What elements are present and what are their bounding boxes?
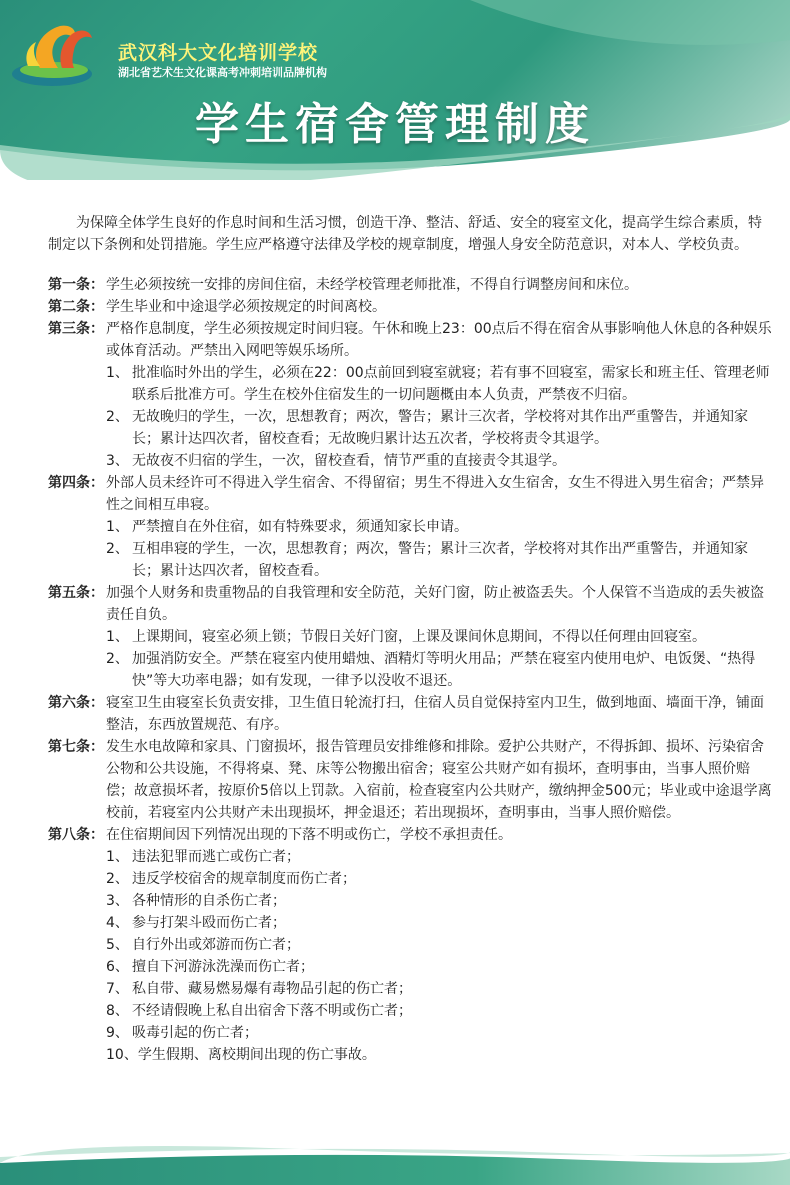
- list-item: [48, 934, 774, 956]
- list-item: [48, 1022, 774, 1044]
- intro-paragraph: 为保障全体学生良好的作息时间和生活习惯，创造干净、整洁、舒适、安全的寝室文化，提高学生综合素质，特制定以下条例和处罚措施。学生应严格遵守法律及学校的规章制度，增强人身安全防范意识，对本人、学校负责。: [48, 215, 762, 253]
- article-row: [48, 692, 774, 736]
- article-block: [48, 692, 774, 736]
- item-number: 10、: [106, 1047, 138, 1063]
- article-row: [48, 824, 774, 846]
- article-row: [48, 274, 774, 296]
- article-label: 第八条：: [48, 827, 104, 843]
- list-item: [48, 516, 774, 538]
- article-block: [48, 582, 774, 692]
- article-items: [48, 362, 774, 472]
- article-label: 第三条：: [48, 321, 104, 337]
- item-text: 吸毒引起的伤亡者；: [132, 1025, 258, 1041]
- item-number: 2、: [106, 871, 129, 887]
- article-text: 加强个人财务和贵重物品的自我管理和安全防范，关好门窗，防止被盗丢失。个人保管不当造成的丢失被盗责任自负。: [106, 585, 764, 623]
- article-items: [48, 626, 774, 692]
- item-text: 擅自下河游泳洗澡而伤亡者；: [132, 959, 314, 975]
- article-label: 第一条：: [48, 277, 104, 293]
- item-number: 1、: [106, 365, 129, 381]
- list-item: [48, 868, 774, 890]
- item-number: 2、: [106, 651, 129, 667]
- item-text: 上课期间，寝室必须上锁；节假日关好门窗，上课及课间休息期间，不得以任何理由回寝室。: [132, 629, 706, 645]
- article-label: 第五条：: [48, 585, 104, 601]
- article-text: 外部人员未经许可不得进入学生宿舍、不得留宿；男生不得进入女生宿舍，女生不得进入男生宿舍；严禁异性之间相互串寝。: [106, 475, 764, 513]
- article-label: 第四条：: [48, 475, 104, 491]
- article-block: [48, 318, 774, 472]
- item-text: 不经请假晚上私自出宿舍下落不明或伤亡者；: [132, 1003, 412, 1019]
- regulations-content: [48, 212, 774, 1066]
- article-label: 第二条：: [48, 299, 104, 315]
- list-item: [48, 890, 774, 912]
- article-text: 学生必须按统一安排的房间住宿，未经学校管理老师批准，不得自行调整房间和床位。: [106, 277, 638, 293]
- item-text: 私自带、藏易燃易爆有毒物品引起的伤亡者；: [132, 981, 412, 997]
- item-number: 9、: [106, 1025, 129, 1041]
- footer-wave: [0, 1145, 790, 1185]
- article-row: [48, 582, 774, 626]
- item-number: 8、: [106, 1003, 129, 1019]
- list-item: [48, 978, 774, 1000]
- list-item: [48, 1000, 774, 1022]
- article-text: 在住宿期间因下列情况出现的下落不明或伤亡，学校不承担责任。: [106, 827, 512, 843]
- article-row: [48, 296, 774, 318]
- page-title: 学生宿舍管理制度: [195, 99, 595, 150]
- list-item: [48, 538, 774, 582]
- item-number: 2、: [106, 409, 129, 425]
- list-item: [48, 362, 774, 406]
- article-block: [48, 824, 774, 1066]
- article-items: [48, 846, 774, 1066]
- article-row: [48, 472, 774, 516]
- article-text: 发生水电故障和家具、门窗损坏，报告管理员安排维修和排除。爱护公共财产，不得拆卸、损坏、污染宿舍公物和公共设施，不得将桌、凳、床等公物搬出宿舍；寝室公共财产如有损坏，查明事由，当事人照价赔偿；故意损坏者，按原价5倍以上罚款。入宿前，检查寝室内公共财产，缴纳押金500元；毕业或中途退学离校前，若寝室内公共财产未出现损坏，押金退还；若出现损坏，查明事由，当事人照价赔偿。: [106, 739, 772, 821]
- item-number: 6、: [106, 959, 129, 975]
- article-block: [48, 296, 774, 318]
- item-text: 违法犯罪而逃亡或伤亡者；: [132, 849, 300, 865]
- item-text: 批准临时外出的学生，必须在22：00点前回到寝室就寝；若有事不回寝室，需家长和班主任、管理老师联系后批准方可。学生在校外住宿发生的一切问题概由本人负责，严禁夜不归宿。: [132, 365, 770, 403]
- item-number: 5、: [106, 937, 129, 953]
- article-block: [48, 274, 774, 296]
- article-row: [48, 318, 774, 362]
- school-logo-icon: [10, 12, 110, 92]
- item-number: 3、: [106, 893, 129, 909]
- list-item: [48, 1044, 774, 1066]
- article-text: 寝室卫生由寝室长负责安排，卫生值日轮流打扫，住宿人员自觉保持室内卫生，做到地面、墙面干净，铺面整洁，东西放置规范、有序。: [106, 695, 764, 733]
- article-block: [48, 472, 774, 582]
- header-banner: [0, 0, 790, 180]
- article-items: [48, 516, 774, 582]
- school-name: 武汉科大文化培训学校: [118, 42, 319, 64]
- item-text: 学生假期、离校期间出现的伤亡事故。: [137, 1047, 376, 1063]
- item-number: 1、: [106, 629, 129, 645]
- item-text: 加强消防安全。严禁在寝室内使用蜡烛、酒精灯等明火用品；严禁在寝室内使用电炉、电饭煲、“热得快”等大功率电器；如有发现，一律予以没收不退还。: [132, 651, 756, 689]
- list-item: [48, 912, 774, 934]
- item-number: 1、: [106, 849, 129, 865]
- list-item: [48, 406, 774, 450]
- item-number: 7、: [106, 981, 129, 997]
- item-text: 违反学校宿舍的规章制度而伤亡者；: [132, 871, 356, 887]
- item-text: 无故晚归的学生，一次，思想教育；两次，警告；累计三次者，学校将对其作出严重警告，并通知家长；累计达四次者，留校查看；无故晚归累计达五次者，学校将责令其退学。: [132, 409, 748, 447]
- list-item: [48, 956, 774, 978]
- item-number: 1、: [106, 519, 129, 535]
- article-label: 第六条：: [48, 695, 104, 711]
- item-text: 自行外出或郊游而伤亡者；: [132, 937, 300, 953]
- article-block: [48, 736, 774, 824]
- item-number: 3、: [106, 453, 129, 469]
- list-item: [48, 626, 774, 648]
- article-label: 第七条：: [48, 739, 104, 755]
- list-item: [48, 648, 774, 692]
- item-text: 无故夜不归宿的学生，一次，留校查看，情节严重的直接责令其退学。: [132, 453, 566, 469]
- articles-list: [48, 274, 774, 1066]
- article-row: [48, 736, 774, 824]
- item-number: 2、: [106, 541, 129, 557]
- article-text: 学生毕业和中途退学必须按规定的时间离校。: [106, 299, 386, 315]
- school-subtitle: 湖北省艺术生文化课高考冲刺培训品牌机构: [118, 66, 327, 79]
- item-text: 互相串寝的学生，一次，思想教育；两次，警告；累计三次者，学校将对其作出严重警告，并通知家长；累计达四次者，留校查看。: [132, 541, 748, 579]
- list-item: [48, 450, 774, 472]
- item-text: 各种情形的自杀伤亡者；: [132, 893, 286, 909]
- item-number: 4、: [106, 915, 129, 931]
- item-text: 严禁擅自在外住宿，如有特殊要求，须通知家长申请。: [132, 519, 468, 535]
- list-item: [48, 846, 774, 868]
- article-text: 严格作息制度，学生必须按规定时间归寝。午休和晚上23：00点后不得在宿舍从事影响他人休息的各种娱乐或体育活动。严禁出入网吧等娱乐场所。: [106, 321, 772, 359]
- item-text: 参与打架斗殴而伤亡者；: [132, 915, 286, 931]
